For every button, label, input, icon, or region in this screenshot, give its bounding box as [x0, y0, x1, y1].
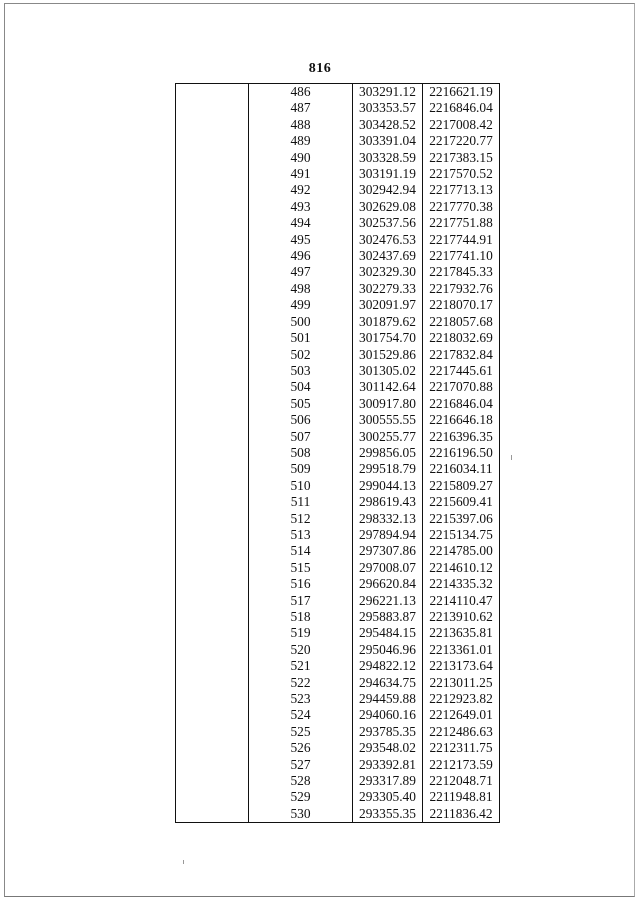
- table-row: [176, 757, 500, 773]
- blank-cell: [176, 100, 249, 116]
- blank-cell: [176, 740, 249, 756]
- blank-cell: [176, 314, 249, 330]
- y-coordinate-cell: 2217383.15: [423, 150, 500, 166]
- point-number-cell: 507: [249, 429, 353, 445]
- table-row: [176, 740, 500, 756]
- y-coordinate-cell: 2217008.42: [423, 117, 500, 133]
- point-number-cell: 513: [249, 527, 353, 543]
- x-coordinate-cell: 302629.08: [353, 199, 423, 215]
- point-number-cell: 490: [249, 150, 353, 166]
- table-row: [176, 84, 500, 101]
- table-row: [176, 576, 500, 592]
- point-number-cell: 523: [249, 691, 353, 707]
- y-coordinate-cell: 2217741.10: [423, 248, 500, 264]
- blank-cell: [176, 593, 249, 609]
- blank-cell: [176, 281, 249, 297]
- blank-cell: [176, 527, 249, 543]
- table-row: [176, 248, 500, 264]
- y-coordinate-cell: 2212048.71: [423, 773, 500, 789]
- point-number-cell: 522: [249, 675, 353, 691]
- x-coordinate-cell: 302437.69: [353, 248, 423, 264]
- table-row: [176, 445, 500, 461]
- x-coordinate-cell: 303191.19: [353, 166, 423, 182]
- x-coordinate-cell: 294060.16: [353, 707, 423, 723]
- point-number-cell: 506: [249, 412, 353, 428]
- blank-cell: [176, 182, 249, 198]
- table-row: [176, 166, 500, 182]
- x-coordinate-cell: 293355.35: [353, 806, 423, 823]
- x-coordinate-cell: 294459.88: [353, 691, 423, 707]
- blank-cell: [176, 461, 249, 477]
- table-row: [176, 543, 500, 559]
- y-coordinate-cell: 2216846.04: [423, 100, 500, 116]
- x-coordinate-cell: 299518.79: [353, 461, 423, 477]
- y-coordinate-cell: 2215609.41: [423, 494, 500, 510]
- x-coordinate-cell: 293392.81: [353, 757, 423, 773]
- y-coordinate-cell: 2215809.27: [423, 478, 500, 494]
- blank-cell: [176, 445, 249, 461]
- table-row: [176, 789, 500, 805]
- y-coordinate-cell: 2216396.35: [423, 429, 500, 445]
- table-row: [176, 724, 500, 740]
- x-coordinate-cell: 293317.89: [353, 773, 423, 789]
- blank-cell: [176, 117, 249, 133]
- point-number-cell: 530: [249, 806, 353, 823]
- blank-cell: [176, 675, 249, 691]
- x-coordinate-cell: 302329.30: [353, 264, 423, 280]
- x-coordinate-cell: 303391.04: [353, 133, 423, 149]
- y-coordinate-cell: 2214785.00: [423, 543, 500, 559]
- point-number-cell: 527: [249, 757, 353, 773]
- x-coordinate-cell: 300917.80: [353, 396, 423, 412]
- blank-cell: [176, 543, 249, 559]
- table-row: [176, 330, 500, 346]
- y-coordinate-cell: 2212649.01: [423, 707, 500, 723]
- x-coordinate-cell: 296221.13: [353, 593, 423, 609]
- table-row: [176, 297, 500, 313]
- table-row: [176, 396, 500, 412]
- point-number-cell: 521: [249, 658, 353, 674]
- y-coordinate-cell: 2211948.81: [423, 789, 500, 805]
- table-row: [176, 347, 500, 363]
- table-row: [176, 691, 500, 707]
- x-coordinate-cell: 301754.70: [353, 330, 423, 346]
- x-coordinate-cell: 299044.13: [353, 478, 423, 494]
- table-row: [176, 264, 500, 280]
- blank-cell: [176, 494, 249, 510]
- table-row: [176, 609, 500, 625]
- blank-cell: [176, 330, 249, 346]
- point-number-cell: 495: [249, 232, 353, 248]
- x-coordinate-cell: 301879.62: [353, 314, 423, 330]
- x-coordinate-cell: 297307.86: [353, 543, 423, 559]
- table-row: [176, 511, 500, 527]
- x-coordinate-cell: 295883.87: [353, 609, 423, 625]
- y-coordinate-cell: 2216846.04: [423, 396, 500, 412]
- table-row: [176, 675, 500, 691]
- point-number-cell: 488: [249, 117, 353, 133]
- x-coordinate-cell: 302091.97: [353, 297, 423, 313]
- y-coordinate-cell: 2216646.18: [423, 412, 500, 428]
- table-row: [176, 199, 500, 215]
- point-number-cell: 528: [249, 773, 353, 789]
- point-number-cell: 518: [249, 609, 353, 625]
- point-number-cell: 511: [249, 494, 353, 510]
- blank-cell: [176, 691, 249, 707]
- blank-cell: [176, 560, 249, 576]
- y-coordinate-cell: 2218057.68: [423, 314, 500, 330]
- page-number: 816: [308, 61, 332, 76]
- blank-cell: [176, 347, 249, 363]
- blank-cell: [176, 658, 249, 674]
- x-coordinate-cell: 298332.13: [353, 511, 423, 527]
- y-coordinate-cell: 2213635.81: [423, 625, 500, 641]
- blank-cell: [176, 773, 249, 789]
- y-coordinate-cell: 2213910.62: [423, 609, 500, 625]
- point-number-cell: 494: [249, 215, 353, 231]
- point-number-cell: 509: [249, 461, 353, 477]
- point-number-cell: 501: [249, 330, 353, 346]
- blank-cell: [176, 297, 249, 313]
- blank-cell: [176, 166, 249, 182]
- coordinates-table: [175, 83, 500, 823]
- table-row: [176, 429, 500, 445]
- y-coordinate-cell: 2217932.76: [423, 281, 500, 297]
- y-coordinate-cell: 2217570.52: [423, 166, 500, 182]
- y-coordinate-cell: 2215134.75: [423, 527, 500, 543]
- table-row: [176, 658, 500, 674]
- table-row: [176, 314, 500, 330]
- y-coordinate-cell: 2217713.13: [423, 182, 500, 198]
- point-number-cell: 515: [249, 560, 353, 576]
- x-coordinate-cell: 295046.96: [353, 642, 423, 658]
- point-number-cell: 510: [249, 478, 353, 494]
- y-coordinate-cell: 2213361.01: [423, 642, 500, 658]
- blank-cell: [176, 806, 249, 823]
- table-row: [176, 461, 500, 477]
- scan-speck: [511, 455, 512, 460]
- blank-cell: [176, 724, 249, 740]
- point-number-cell: 499: [249, 297, 353, 313]
- table-row: [176, 707, 500, 723]
- x-coordinate-cell: 297008.07: [353, 560, 423, 576]
- blank-cell: [176, 379, 249, 395]
- point-number-cell: 526: [249, 740, 353, 756]
- point-number-cell: 525: [249, 724, 353, 740]
- y-coordinate-cell: 2218032.69: [423, 330, 500, 346]
- point-number-cell: 512: [249, 511, 353, 527]
- x-coordinate-cell: 293305.40: [353, 789, 423, 805]
- x-coordinate-cell: 303328.59: [353, 150, 423, 166]
- blank-cell: [176, 511, 249, 527]
- y-coordinate-cell: 2213173.64: [423, 658, 500, 674]
- blank-cell: [176, 707, 249, 723]
- point-number-cell: 486: [249, 84, 353, 101]
- blank-cell: [176, 264, 249, 280]
- table-row: [176, 625, 500, 641]
- x-coordinate-cell: 293548.02: [353, 740, 423, 756]
- blank-cell: [176, 757, 249, 773]
- table-row: [176, 363, 500, 379]
- scan-speck: [183, 860, 184, 864]
- table-row: [176, 182, 500, 198]
- x-coordinate-cell: 303428.52: [353, 117, 423, 133]
- x-coordinate-cell: 297894.94: [353, 527, 423, 543]
- blank-cell: [176, 412, 249, 428]
- x-coordinate-cell: 299856.05: [353, 445, 423, 461]
- x-coordinate-cell: 296620.84: [353, 576, 423, 592]
- y-coordinate-cell: 2217445.61: [423, 363, 500, 379]
- point-number-cell: 489: [249, 133, 353, 149]
- blank-cell: [176, 215, 249, 231]
- point-number-cell: 524: [249, 707, 353, 723]
- point-number-cell: 503: [249, 363, 353, 379]
- blank-cell: [176, 642, 249, 658]
- table-row: [176, 527, 500, 543]
- point-number-cell: 516: [249, 576, 353, 592]
- point-number-cell: 519: [249, 625, 353, 641]
- table-row: [176, 560, 500, 576]
- x-coordinate-cell: 293785.35: [353, 724, 423, 740]
- table-row: [176, 281, 500, 297]
- blank-cell: [176, 363, 249, 379]
- blank-cell: [176, 478, 249, 494]
- y-coordinate-cell: 2215397.06: [423, 511, 500, 527]
- point-number-cell: 493: [249, 199, 353, 215]
- y-coordinate-cell: 2217845.33: [423, 264, 500, 280]
- blank-cell: [176, 248, 249, 264]
- y-coordinate-cell: 2217220.77: [423, 133, 500, 149]
- x-coordinate-cell: 301529.86: [353, 347, 423, 363]
- blank-cell: [176, 625, 249, 641]
- y-coordinate-cell: 2214110.47: [423, 593, 500, 609]
- y-coordinate-cell: 2214610.12: [423, 560, 500, 576]
- blank-cell: [176, 150, 249, 166]
- x-coordinate-cell: 301305.02: [353, 363, 423, 379]
- point-number-cell: 505: [249, 396, 353, 412]
- blank-cell: [176, 396, 249, 412]
- point-number-cell: 492: [249, 182, 353, 198]
- blank-cell: [176, 609, 249, 625]
- point-number-cell: 514: [249, 543, 353, 559]
- point-number-cell: 508: [249, 445, 353, 461]
- y-coordinate-cell: 2217751.88: [423, 215, 500, 231]
- point-number-cell: 491: [249, 166, 353, 182]
- table-row: [176, 593, 500, 609]
- point-number-cell: 498: [249, 281, 353, 297]
- table-row: [176, 806, 500, 823]
- y-coordinate-cell: 2217744.91: [423, 232, 500, 248]
- table-row: [176, 232, 500, 248]
- y-coordinate-cell: 2217832.84: [423, 347, 500, 363]
- x-coordinate-cell: 302279.33: [353, 281, 423, 297]
- table-row: [176, 642, 500, 658]
- blank-cell: [176, 199, 249, 215]
- x-coordinate-cell: 302942.94: [353, 182, 423, 198]
- x-coordinate-cell: 302476.53: [353, 232, 423, 248]
- point-number-cell: 517: [249, 593, 353, 609]
- table-row: [176, 215, 500, 231]
- point-number-cell: 502: [249, 347, 353, 363]
- blank-cell: [176, 84, 249, 101]
- blank-cell: [176, 232, 249, 248]
- y-coordinate-cell: 2217070.88: [423, 379, 500, 395]
- x-coordinate-cell: 301142.64: [353, 379, 423, 395]
- point-number-cell: 504: [249, 379, 353, 395]
- y-coordinate-cell: 2218070.17: [423, 297, 500, 313]
- point-number-cell: 497: [249, 264, 353, 280]
- x-coordinate-cell: 300555.55: [353, 412, 423, 428]
- coordinates-table-body: [176, 84, 500, 823]
- point-number-cell: 487: [249, 100, 353, 116]
- y-coordinate-cell: 2213011.25: [423, 675, 500, 691]
- table-row: [176, 478, 500, 494]
- x-coordinate-cell: 298619.43: [353, 494, 423, 510]
- x-coordinate-cell: 294634.75: [353, 675, 423, 691]
- x-coordinate-cell: 303291.12: [353, 84, 423, 101]
- y-coordinate-cell: 2217770.38: [423, 199, 500, 215]
- point-number-cell: 529: [249, 789, 353, 805]
- y-coordinate-cell: 2214335.32: [423, 576, 500, 592]
- table-row: [176, 100, 500, 116]
- y-coordinate-cell: 2212173.59: [423, 757, 500, 773]
- x-coordinate-cell: 294822.12: [353, 658, 423, 674]
- y-coordinate-cell: 2216621.19: [423, 84, 500, 101]
- y-coordinate-cell: 2212923.82: [423, 691, 500, 707]
- y-coordinate-cell: 2212311.75: [423, 740, 500, 756]
- point-number-cell: 520: [249, 642, 353, 658]
- point-number-cell: 500: [249, 314, 353, 330]
- y-coordinate-cell: 2212486.63: [423, 724, 500, 740]
- blank-cell: [176, 789, 249, 805]
- table-row: [176, 133, 500, 149]
- y-coordinate-cell: 2211836.42: [423, 806, 500, 823]
- point-number-cell: 496: [249, 248, 353, 264]
- y-coordinate-cell: 2216196.50: [423, 445, 500, 461]
- table-row: [176, 412, 500, 428]
- blank-cell: [176, 133, 249, 149]
- blank-cell: [176, 429, 249, 445]
- x-coordinate-cell: 302537.56: [353, 215, 423, 231]
- x-coordinate-cell: 295484.15: [353, 625, 423, 641]
- table-row: [176, 773, 500, 789]
- x-coordinate-cell: 303353.57: [353, 100, 423, 116]
- table-row: [176, 494, 500, 510]
- table-row: [176, 150, 500, 166]
- table-row: [176, 117, 500, 133]
- table-row: [176, 379, 500, 395]
- x-coordinate-cell: 300255.77: [353, 429, 423, 445]
- y-coordinate-cell: 2216034.11: [423, 461, 500, 477]
- blank-cell: [176, 576, 249, 592]
